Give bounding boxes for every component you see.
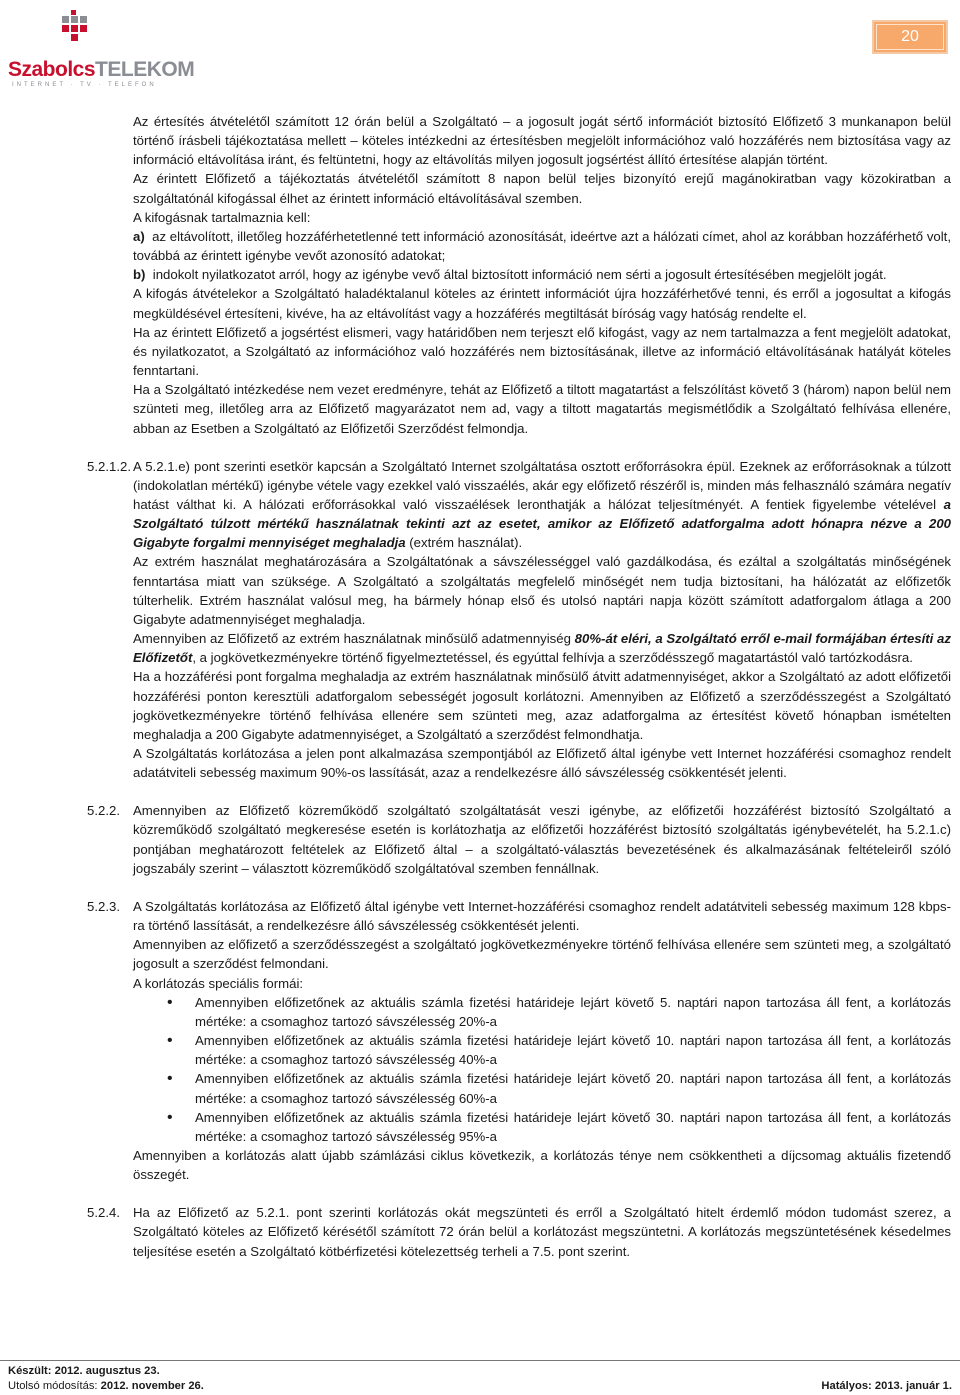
list-item-b: [133, 265, 951, 284]
paragraph: A Szolgáltatás korlátozása az Előfizető által igénybe vett Internet-hozzáférési csomaghoz rendelt adatátviteli sebesség maximum 128 kbps-ra történő lassítását, a rendelkezésre álló sávszélesség csökkentését jelenti.: [133, 898, 951, 934]
paragraph: Az értesítés átvételétől számított 12 órán belül a Szolgáltató – a jogosult jogát sértő információt biztosító Előfizető 3 munkanapon belül történő írásbeli tájékoztatása mellett – köteles intézkedni az értesítésben megjelölt információhoz való hozzáférés nem biztosítása vagy az információ eltávolítása iránt, és feltüntetni, hogy az eltávolítás milyen jogosult jogsértést állító értesítése alapján történt.: [133, 114, 951, 168]
paragraph: A kifogás átvételekor a Szolgáltató haladéktalanul köteles az érintett információt újra hozzáférhetővé tenni, és erről a jogosultat a kifogás megküldésével értesíteni, kivéve, ha az eltávolítást vagy a hozzáférés megtiltását bíróság vagy hatóság rendelte el.: [133, 286, 951, 321]
paragraph: Amennyiben az Előfizető az extrém használatnak minősülő adatmennyiség 80%-át eléri, a Szolgáltató erről e-mail formájában értesíti az Előfizetőt, a jogkövetkezményekre történő figyelmeztetéssel, és egyúttal felhívja a szerződésszegő magatartástól való tartózkodásra.: [133, 631, 951, 666]
modified-date: Utolsó módosítás: 2012. november 26.: [8, 1380, 204, 1392]
list-item: • Amennyiben előfizetőnek az aktuális számla fizetési határideje lejárt követő 30. naptári napon tartozása áll fent, a korlátozás mértéke: a csomaghoz tartozó sávszélesség 95%-a: [195, 1108, 951, 1146]
created-date: Készült: 2012. augusztus 23.: [8, 1365, 160, 1377]
page-number-badge: 20: [872, 20, 948, 54]
logo-tagline: INTERNET · TV · TELEFON: [12, 82, 157, 88]
paragraph: A kifogásnak tartalmaznia kell:: [133, 209, 311, 225]
section-5-2-1-2: [0, 457, 951, 783]
section-5-2-3: [0, 897, 951, 1184]
paragraph: A 5.2.1.e) pont szerinti esetkör kapcsán a Szolgáltató Internet szolgáltatása osztott erőforrásokra épül. Ezeknek az erőforrásoknak a túlzott (indokolatlan mértékű) igénybe vétele vagy ezekkel való visszaélés, akár egy előfizető részéről is, minden más felhasználó számára negatív hatást válthat ki. A hálózati erőforrásokkal való visszaélések leronthatják a hálózat teljesítményét. A fentiek figyelembe vételével a Szolgáltató túlzott mértékű használatnak tekinti azt az esetet, amikor az Előfizető adatforgalma adott hónapra nézve a 200 Gigabyte forgalmi mennyiséget meghaladja (extrém használat).: [133, 458, 951, 551]
list-text: indokolt nyilatkozatot arról, hogy az igénybe vevő által biztosított információ nem sérti a jogosult értesítésében megjelölt jogát.: [152, 267, 887, 283]
footer-divider: [0, 1360, 960, 1361]
restriction-list: [195, 993, 951, 1146]
list-text: az eltávolított, illetőleg hozzáférhetetlenné tett információ azonosítását, ideértve azt a hálózati címet, ahol az korábban hozzáférhető volt, továbbá az érintett igénybe vevőt azonosító adatokat;: [133, 228, 952, 264]
section-number: 5.2.3.: [87, 898, 120, 914]
paragraph: Ha a hozzáférési pont forgalma meghaladja az extrém használatnak minősülő átvitt adatmennyiséget, akkor a Szolgáltató az adott előfizetői hozzáférési ponton keresztüli adatforgalom sebességét jogosult korlátozni. Amennyiben az Előfizető a szerződésszegést a Szolgáltató jogkövetkezményekre történő felhívása ellenére sem szünteti meg, azaz adatforgalma az értesítést követő hónapban ismételten meghaladja a 200 Gigabyte adatmennyiséget, a Szolgáltató a szerződést felmondhatja.: [133, 669, 951, 742]
paragraph: Ha a Szolgáltató intézkedése nem vezet eredményre, tehát az Előfizető a tiltott magatartást a felszólítást követő 3 (három) napon belül nem szünteti meg, illetőleg arra az Előfizető magyarázatot nem ad, vagy a tiltott magatartás megismétlődik a Szolgáltató felhívása ellenére, abban az Esetben a Szolgáltató az Előfizetői Szerződést felmondja.: [133, 382, 951, 436]
paragraph: Amennyiben az Előfizető közreműködő szolgáltató szolgáltatását veszi igénybe, az előfizetői hozzáférést biztosító Szolgáltató a közreműködő szolgáltató megkeresése esetén is korlátozhatja az előfizetői hozzáférést biztosító szolgáltatás igénybevételét, ha 5.2.1.c) pontjában meghatározott feltételek az Előfizető által – a szolgáltató-választás bevezetésének és alkalmazásának feltételeiről szóló jogszabály szerint – választott közreműködő szolgáltatóval szemben fennállnak.: [133, 803, 951, 876]
paragraph: Amennyiben az előfizető a szerződésszegést a szolgáltató jogkövetkezményekre történő felhívása ellenére sem szünteti meg, a szolgáltató jogosult a szerződést felmondani.: [133, 937, 951, 972]
list-label: b): [133, 267, 146, 283]
list-item: • Amennyiben előfizetőnek az aktuális számla fizetési határideje lejárt követő 20. naptári napon tartozása áll fent, a korlátozás mértéke: a csomaghoz tartozó sávszélesség 60%-a: [195, 1069, 951, 1107]
document-body: [0, 112, 960, 1261]
list-item-a: [133, 227, 951, 265]
logo-wordmark: SzabolcsTELEKOM: [8, 58, 195, 81]
list-item: • Amennyiben előfizetőnek az aktuális számla fizetési határideje lejárt követő 5. naptári napon tartozása áll fent, a korlátozás mértéke: a csomaghoz tartozó sávszélesség 20%-a: [195, 993, 951, 1031]
paragraph: Amennyiben a korlátozás alatt újabb számlázási ciklus következik, a korlátozás ténye nem csökkentheti a díjcsomag aktuális fizetendő összegét.: [133, 1147, 951, 1183]
paragraph: Ha az érintett Előfizető a jogsértést elismeri, vagy határidőben nem terjeszt elő kifogást, vagy az nem tartalmazza a fent megjelölt adatokat, és nyilatkozatot, a Szolgáltató az információhoz való hozzáférés nem biztosításának, illetve az információ eltávolításának hatályát köteles fenntartani.: [133, 324, 951, 379]
section-5-2-2: [0, 801, 951, 878]
emphasis-text: a Szolgáltató túlzott mértékű használatnak tekinti azt az esetet, amikor az Előfizető adatforgalma adott hónapra nézve a 200 Gigabyte forgalmi mennyiséget meghaladja: [133, 496, 951, 551]
emphasis-text: 80%-át eléri, a Szolgáltató erről e-mail formájában értesíti az Előfizetőt: [133, 631, 951, 666]
paragraph: Az extrém használat meghatározására a Szolgáltatónak a sávszélességgel való gazdálkodása, és ezáltal a szolgáltatás minőségének fenntartása miatt van szüksége. A Szolgáltató a szolgáltatás megfelelő minőségét nem tudja biztosítani, ha hálózatát az előfizetők túlterhelik. Extrém használat valósul meg, ha bármely hónap első és utolsó naptári napja között számított adatforgalom átlaga a 200 Gigabyte adatmennyiséget meghaladja.: [133, 554, 951, 627]
paragraph: A Szolgáltatás korlátozása a jelen pont alkalmazása szempontjából az Előfizető által igénybe vett Internet hozzáférési csomaghoz rendelt adatátviteli sebesség maximum 90%-os lassítását, azaz a rendelkezésre álló sávszélesség csökkentését jelenti.: [133, 746, 951, 781]
list-label: a): [133, 228, 145, 244]
section-number: 5.2.1.2.: [87, 458, 131, 474]
paragraph: Ha az Előfizető az 5.2.1. pont szerinti korlátozás okát megszünteti és erről a Szolgáltató hitelt érdemlő módon tudomást szerez, a Szolgáltató köteles az Előfizető kérésétől számított 72 órán belül a korlátozást megszüntetni. A korlátozás megszüntetésének késedelmes teljesítése esetén a Szolgáltató kötbérfizetési kötelezettség terheli a 7.5. pont szerint.: [133, 1205, 951, 1259]
section-5-2-4: [0, 1203, 951, 1260]
section-number: 5.2.4.: [87, 1205, 120, 1221]
list-item: • Amennyiben előfizetőnek az aktuális számla fizetési határideje lejárt követő 10. naptári napon tartozása áll fent, a korlátozás mértéke: a csomaghoz tartozó sávszélesség 40%-a: [195, 1031, 951, 1069]
page-footer: [8, 1364, 952, 1394]
paragraph: Az érintett Előfizető a tájékoztatás átvételétől számított 8 napon belül teljes bizonyító erejű magánokiratban vagy közokiratban a szolgáltatónál kifogással élhet az érintett információ eltávolításával szemben.: [133, 171, 951, 206]
paragraph: A korlátozás speciális formái:: [133, 975, 304, 991]
section-number: 5.2.2.: [87, 803, 120, 819]
effective-date: Hatályos: 2013. január 1.: [821, 1380, 952, 1392]
company-logo: [8, 8, 195, 88]
